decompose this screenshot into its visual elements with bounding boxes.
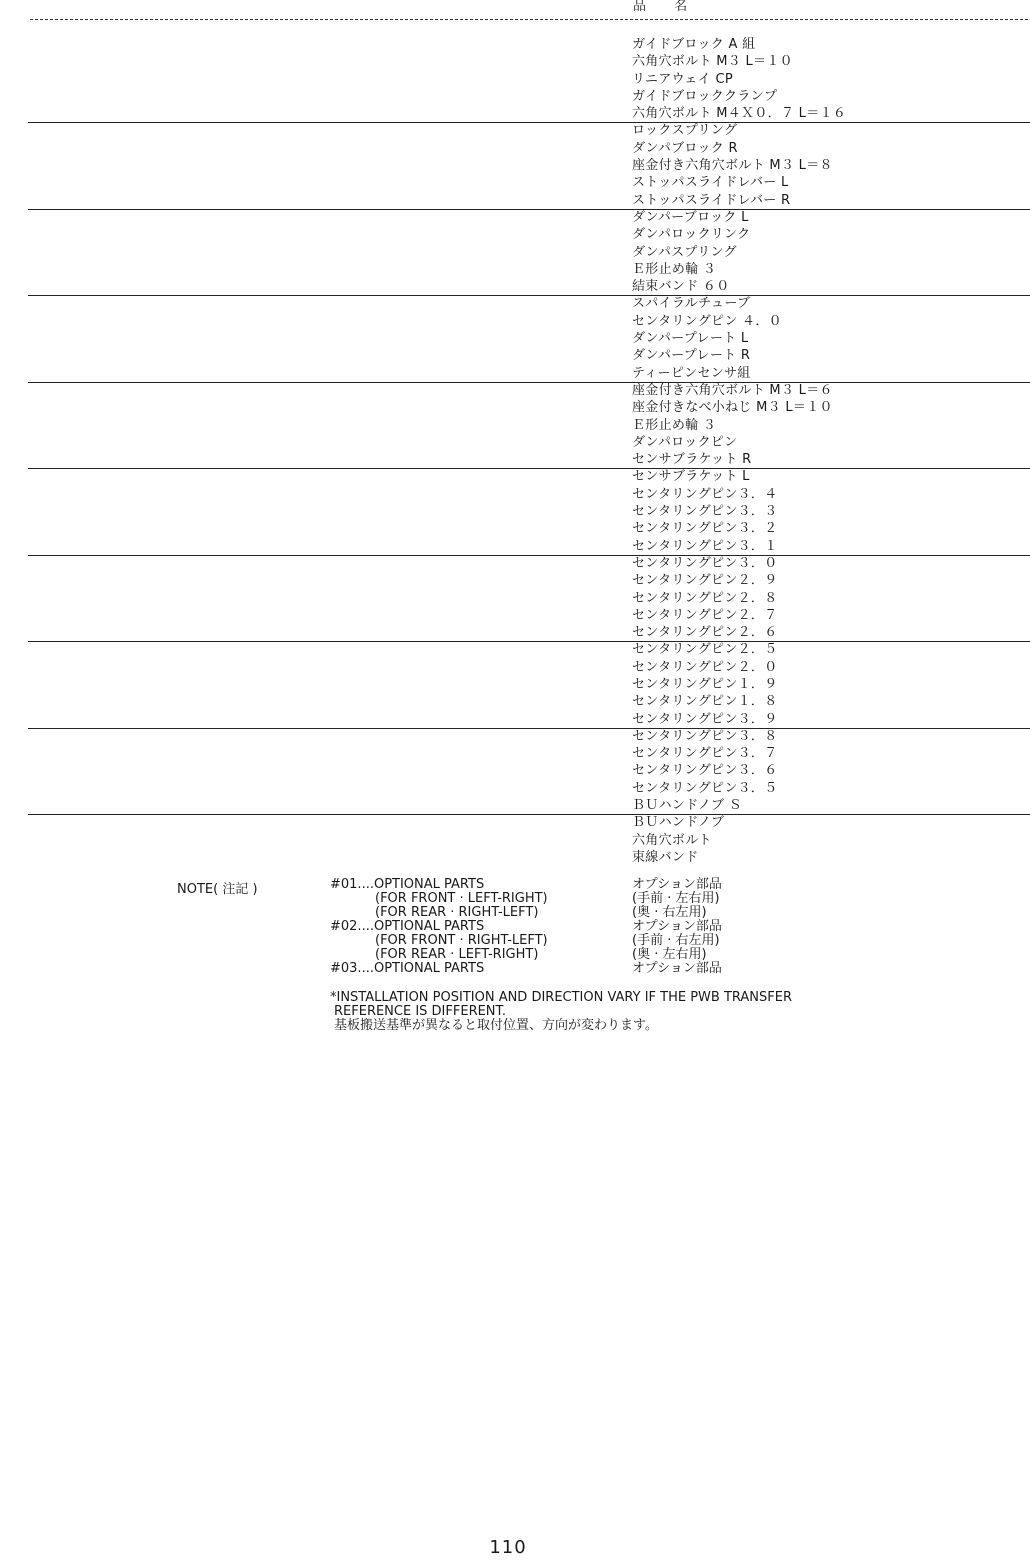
- part-name: ガイドブロック A 組: [632, 37, 756, 52]
- part-name: 六角穴ボルト M３ L＝１０: [632, 54, 793, 70]
- part-name: センタリングピン２．５: [632, 642, 778, 658]
- part-name: センタリングピン３．９: [632, 711, 778, 727]
- part-group: [0, 814, 1030, 866]
- page-number: 110: [489, 1537, 527, 1558]
- note-japanese: (奥 · 右左用): [632, 905, 707, 920]
- note-row: [330, 892, 1020, 906]
- part-name: ＢＵハンドノブ Ｓ: [632, 798, 743, 814]
- part-name: ダンパロックピン: [632, 434, 738, 450]
- part-name: ダンパープレート L: [632, 331, 749, 347]
- note-japanese: (手前 · 右左用): [632, 933, 720, 948]
- part-name: センタリングピン３．６: [632, 763, 778, 779]
- part-group: [0, 122, 1030, 208]
- note-row: [330, 878, 1020, 892]
- note-japanese: オプション部品: [632, 877, 722, 892]
- part-name: Ｅ形止め輪 ３: [632, 417, 717, 433]
- part-name: センタリングピン２．６: [632, 625, 778, 641]
- note-english: (FOR REAR · LEFT-RIGHT): [375, 947, 539, 962]
- note-japanese: (奥 · 左右用): [632, 947, 707, 962]
- note-japanese: オプション部品: [632, 919, 722, 934]
- part-group: [0, 641, 1030, 727]
- part-name: 六角穴ボルト M４Ｘ０．７ L＝１６: [632, 106, 847, 122]
- note-row: [330, 948, 1020, 962]
- part-name-header: 品 名: [633, 0, 700, 14]
- note-english: #03....OPTIONAL PARTS: [330, 961, 485, 976]
- part-name: 結束バンド ６０: [632, 279, 730, 295]
- part-name: 座金付き六角穴ボルト M３ L＝８: [632, 158, 833, 174]
- part-name: センタリングピン３．８: [632, 728, 778, 744]
- part-name: 座金付き六角穴ボルト M３ L＝６: [632, 382, 833, 398]
- part-name: センタリングピン３．７: [632, 746, 778, 762]
- part-name: センタリングピン３．４: [632, 486, 778, 502]
- part-name: ダンパープレート R: [632, 348, 751, 364]
- parts-list: [0, 36, 1030, 866]
- part-name: ストッパスライドレバー R: [632, 192, 791, 208]
- part-name: センタリングピン１．８: [632, 694, 778, 710]
- part-name: センタリングピン２．９: [632, 573, 778, 589]
- note-english: #01....OPTIONAL PARTS: [330, 877, 485, 892]
- part-name: センタリングピン３．２: [632, 521, 778, 537]
- part-name: Ｅ形止め輪 ３: [632, 261, 717, 277]
- installation-note-line-2: REFERENCE IS DIFFERENT.: [334, 1004, 507, 1019]
- note-row: [330, 962, 1020, 976]
- part-name: ロックスプリング: [632, 123, 738, 139]
- part-name: ストッパスライドレバー L: [632, 175, 789, 191]
- note-row: [330, 934, 1020, 948]
- part-name: 六角穴ボルト: [632, 832, 712, 848]
- part-group: [0, 209, 1030, 295]
- part-name: センタリングピン２．８: [632, 590, 778, 606]
- part-name: ダンパブロック R: [632, 140, 738, 156]
- note-rows: [330, 878, 1020, 976]
- part-group: [0, 728, 1030, 814]
- part-name: センタリングピン３．５: [632, 780, 778, 796]
- part-name: センタリングピン１．９: [632, 676, 778, 692]
- part-name: ＢＵハンドノブ: [632, 815, 725, 831]
- part-group: [0, 382, 1030, 468]
- part-group: [0, 36, 1030, 122]
- part-name: ダンパスプリング: [632, 244, 737, 260]
- note-japanese: オプション部品: [632, 961, 722, 976]
- part-name: センタリングピン２．７: [632, 607, 778, 623]
- part-group: [0, 295, 1030, 381]
- part-name: リニアウェイ CP: [632, 71, 733, 87]
- note-row: [330, 906, 1020, 920]
- part-name: 束線バンド: [632, 849, 699, 865]
- part-name: 座金付きなべ小ねじ M３ L＝１０: [632, 400, 833, 416]
- note-english: #02....OPTIONAL PARTS: [330, 919, 485, 934]
- installation-note-line-1: *INSTALLATION POSITION AND DIRECTION VARY IF THE PWB TRANSFER: [330, 990, 793, 1005]
- part-name: ガイドブロッククランプ: [632, 88, 778, 104]
- note-english: (FOR REAR · RIGHT-LEFT): [375, 905, 539, 920]
- part-group: [0, 555, 1030, 641]
- part-name: センサブラケット R: [632, 452, 752, 468]
- installation-note-line-3: 基板搬送基準が異なると取付位置、方向が変わります。: [334, 1018, 658, 1033]
- part-name: センタリングピン３．３: [632, 504, 778, 520]
- part-name: ティーピンセンサ組: [632, 365, 751, 381]
- note-english: (FOR FRONT · RIGHT-LEFT): [375, 933, 548, 948]
- part-name: センタリングピン２．０: [632, 659, 778, 675]
- part-name: センサブラケット L: [632, 469, 750, 485]
- part-name: センタリングピン ４．０: [632, 313, 782, 329]
- note-japanese: (手前 · 左右用): [632, 891, 720, 906]
- installation-note: [330, 991, 792, 1033]
- note-row: [330, 920, 1020, 934]
- part-group: [0, 468, 1030, 554]
- part-name: ダンパロックリンク: [632, 227, 751, 243]
- note-english: (FOR FRONT · LEFT-RIGHT): [375, 891, 548, 906]
- header-dashed-divider: [30, 19, 1028, 20]
- part-name: センタリングピン３．１: [632, 538, 778, 554]
- part-name: センタリングピン３．０: [632, 555, 778, 571]
- part-name: ダンパーブロック L: [632, 209, 749, 225]
- part-name: スパイラルチューブ: [632, 296, 751, 312]
- note-title: NOTE( 注記 ): [177, 882, 258, 897]
